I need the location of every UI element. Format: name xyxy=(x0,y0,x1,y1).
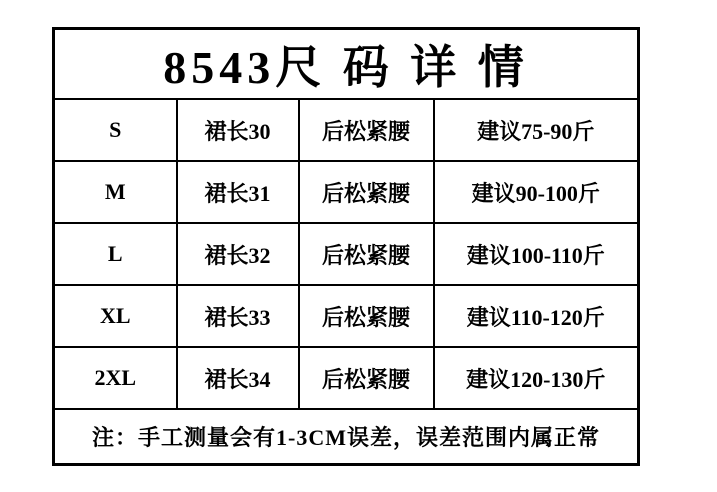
size-label: XL xyxy=(54,285,177,347)
skirt-length-value: 裙长34 xyxy=(177,347,299,409)
waist-type-value: 后松紧腰 xyxy=(299,285,434,347)
size-label: S xyxy=(54,99,177,161)
waist-type-value: 后松紧腰 xyxy=(299,99,434,161)
suggested-weight-value: 建议110-120斤 xyxy=(434,285,639,347)
table-row-l xyxy=(54,223,639,285)
table-row-2xl xyxy=(54,347,639,409)
table-row-xl xyxy=(54,285,639,347)
suggested-weight-value: 建议90-100斤 xyxy=(434,161,639,223)
table-row-s xyxy=(54,99,639,161)
suggested-weight-value: 建议120-130斤 xyxy=(434,347,639,409)
skirt-length-value: 裙长32 xyxy=(177,223,299,285)
size-table xyxy=(52,27,640,466)
waist-type-value: 后松紧腰 xyxy=(299,223,434,285)
title-row xyxy=(54,29,639,100)
measurement-note: 注：手工测量会有1-3CM误差，误差范围内属正常 xyxy=(54,409,639,465)
size-label: M xyxy=(54,161,177,223)
table-row-m xyxy=(54,161,639,223)
size-label: L xyxy=(54,223,177,285)
skirt-length-value: 裙长33 xyxy=(177,285,299,347)
size-label: 2XL xyxy=(54,347,177,409)
waist-type-value: 后松紧腰 xyxy=(299,161,434,223)
page-title: 8543尺 码 详 情 xyxy=(54,29,639,100)
note-row xyxy=(54,409,639,465)
skirt-length-value: 裙长31 xyxy=(177,161,299,223)
skirt-length-value: 裙长30 xyxy=(177,99,299,161)
suggested-weight-value: 建议100-110斤 xyxy=(434,223,639,285)
suggested-weight-value: 建议75-90斤 xyxy=(434,99,639,161)
waist-type-value: 后松紧腰 xyxy=(299,347,434,409)
